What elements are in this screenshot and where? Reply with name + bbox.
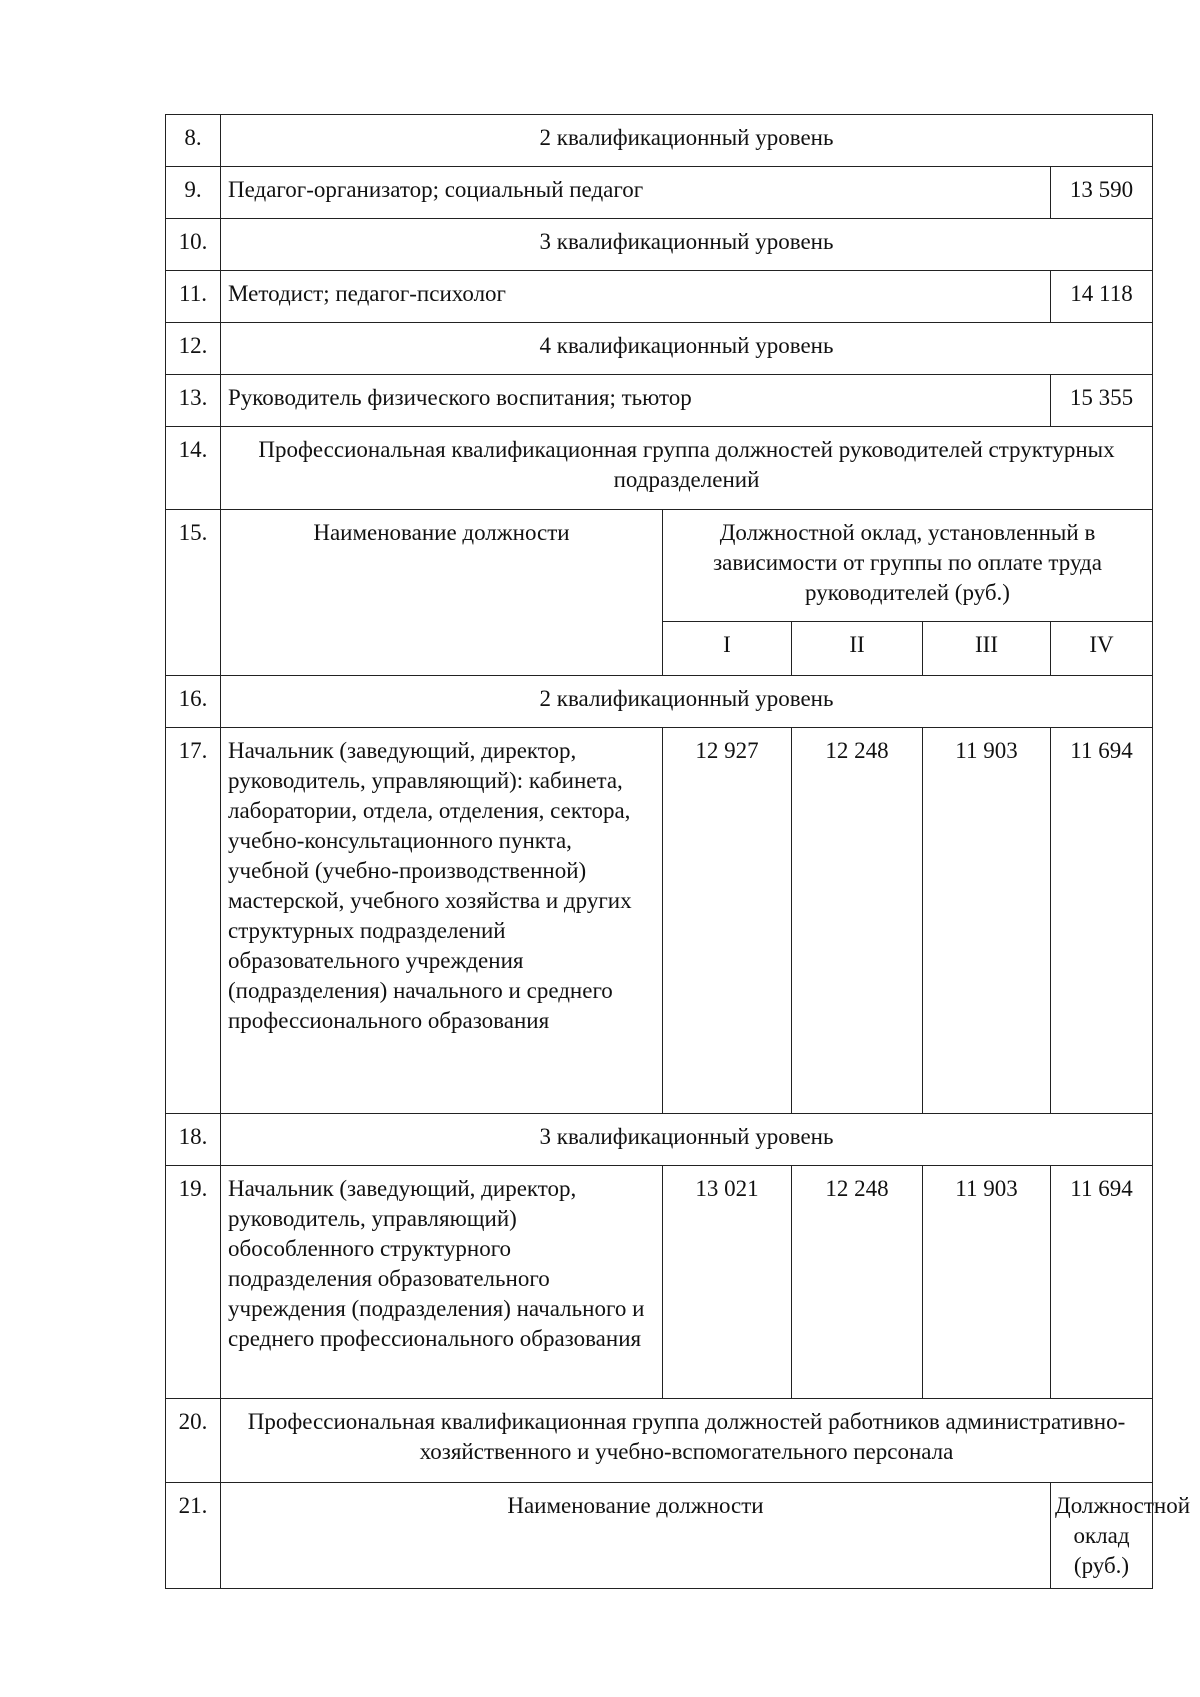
table-row [166, 115, 1153, 167]
group-header-4: IV [1051, 622, 1153, 676]
salary-table [165, 114, 1191, 1589]
table-row [166, 323, 1153, 375]
position-name: Руководитель физического воспитания; тьютор [221, 375, 1051, 427]
salary-group-2: 12 248 [792, 1166, 923, 1399]
row-number: 17. [166, 728, 221, 1114]
row-number: 10. [166, 219, 221, 271]
group-header-3: III [923, 622, 1051, 676]
group-heading: Профессиональная квалификационная группа должностей руководителей структурных подразделений [221, 427, 1153, 510]
row-number: 15. [166, 510, 221, 676]
row-number: 13. [166, 375, 221, 427]
table-row [166, 1483, 1153, 1589]
salary-group-1: 12 927 [663, 728, 792, 1114]
level-heading: 4 квалификационный уровень [221, 323, 1153, 375]
row-number: 18. [166, 1114, 221, 1166]
row-number: 19. [166, 1166, 221, 1399]
row-number: 16. [166, 676, 221, 728]
position-name: Педагог-организатор; социальный педагог [221, 167, 1051, 219]
table-row [166, 219, 1153, 271]
table-row [166, 728, 1153, 1114]
salary-group-1: 13 021 [663, 1166, 792, 1399]
column-header-name: Наименование должности [221, 1483, 1051, 1589]
table-row [166, 427, 1153, 510]
table-row [166, 1114, 1153, 1166]
row-number: 8. [166, 115, 221, 167]
position-name: Начальник (заведующий, директор, руководитель, управляющий): кабинета, лаборатории, отдела, отделения, сектора, учебно-консультационного пункта, учебной (учебно-производственной) мастерской, учебного хозяйства и других структурных подразделений образовательного учреждения (подразделения) начального и среднего профессионального образования [221, 728, 663, 1114]
level-heading: 3 квалификационный уровень [221, 219, 1153, 271]
table-row [166, 271, 1153, 323]
row-number: 14. [166, 427, 221, 510]
column-header-name: Наименование должности [221, 510, 663, 676]
salary-group-3: 11 903 [923, 728, 1051, 1114]
salary-group-2: 12 248 [792, 728, 923, 1114]
table-row [166, 1166, 1153, 1399]
level-heading: 3 квалификационный уровень [221, 1114, 1153, 1166]
salary-group-4: 11 694 [1051, 1166, 1153, 1399]
row-number: 21. [166, 1483, 221, 1589]
level-heading: 2 квалификационный уровень [221, 676, 1153, 728]
row-number: 20. [166, 1399, 221, 1483]
salary-group-3: 11 903 [923, 1166, 1051, 1399]
table-row [166, 1399, 1153, 1483]
table-row [166, 676, 1153, 728]
salary-group-4: 11 694 [1051, 728, 1153, 1114]
salary-value: 13 590 [1051, 167, 1153, 219]
table-row [166, 510, 1153, 622]
salary-value: 15 355 [1051, 375, 1153, 427]
group-header-2: II [792, 622, 923, 676]
row-number: 12. [166, 323, 221, 375]
position-name: Методист; педагог-психолог [221, 271, 1051, 323]
row-number: 9. [166, 167, 221, 219]
column-header-salary: Должностной оклад, установленный в зависимости от группы по оплате труда руководителей (руб.) [663, 510, 1153, 622]
table-row [166, 375, 1153, 427]
position-name: Начальник (заведующий, директор, руководитель, управляющий) обособленного структурного подразделения образовательного учреждения (подразделения) начального и среднего профессионального образования [221, 1166, 663, 1399]
group-heading: Профессиональная квалификационная группа должностей работников административно-хозяйственного и учебно-вспомогательного персонала [221, 1399, 1153, 1483]
salary-value: 14 118 [1051, 271, 1153, 323]
row-number: 11. [166, 271, 221, 323]
table-row [166, 167, 1153, 219]
column-header-salary: Должностной оклад (руб.) [1051, 1483, 1153, 1589]
group-header-1: I [663, 622, 792, 676]
level-heading: 2 квалификационный уровень [221, 115, 1153, 167]
